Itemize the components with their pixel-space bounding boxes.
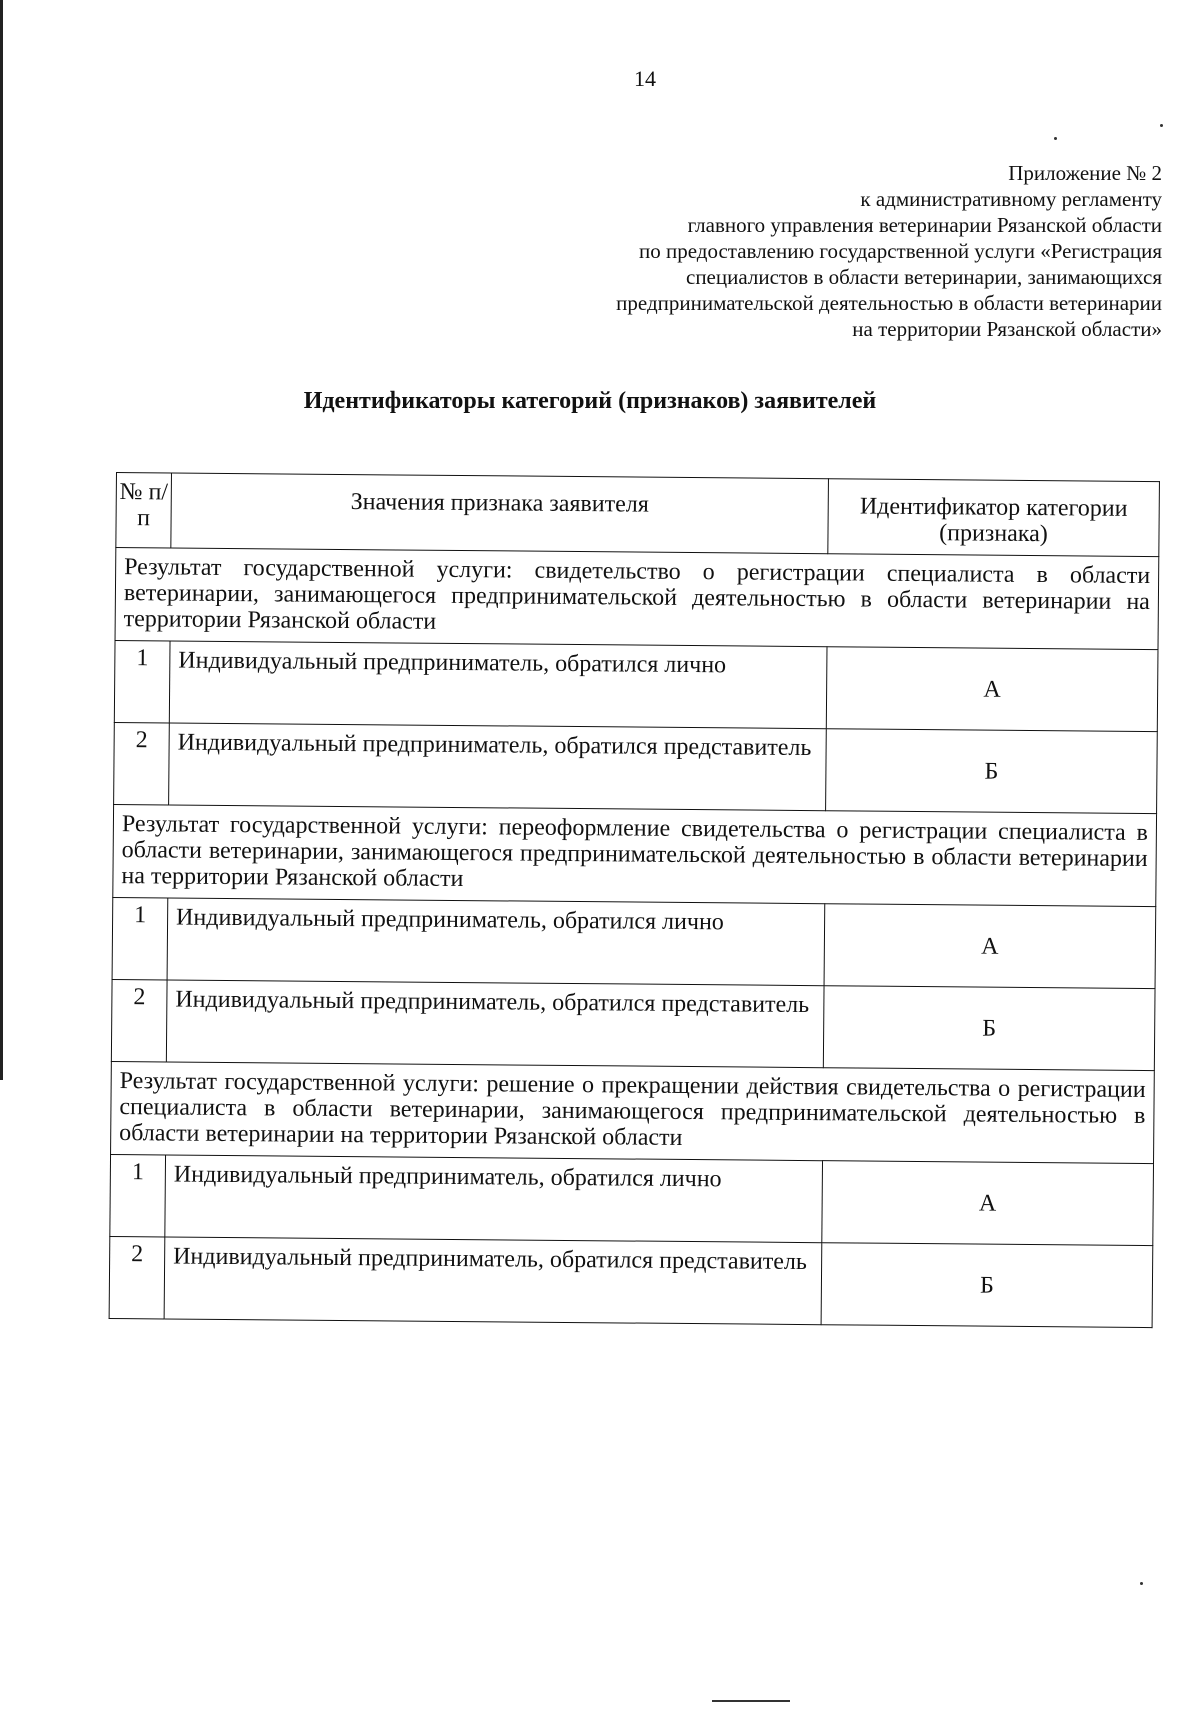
appendix-line: предпринимательской деятельностью в области ветеринарии bbox=[616, 291, 1162, 315]
table-row bbox=[111, 979, 1155, 1070]
section-caption: Результат государственной услуги: переоформление свидетельства о регистрации специалиста в области ветеринарии, занимающегося предпринимательской деятельностью в области ветеринарии на территории Рязанской области bbox=[113, 804, 1157, 906]
appendix-line: Приложение № 2 bbox=[1008, 161, 1162, 185]
appendix-line: главного управления ветеринарии Рязанской области bbox=[687, 213, 1162, 237]
scan-speck bbox=[1054, 137, 1057, 140]
scan-speck bbox=[1140, 1582, 1143, 1585]
row-value: Индивидуальный предприниматель, обратился лично bbox=[169, 641, 827, 729]
row-value: Индивидуальный предприниматель, обратился лично bbox=[167, 898, 825, 986]
row-num: 1 bbox=[112, 897, 168, 979]
section-row bbox=[115, 548, 1159, 650]
table-row bbox=[112, 897, 1156, 988]
row-value: Индивидуальный предприниматель, обратился представитель bbox=[169, 723, 827, 811]
appendix-line: специалистов в области ветеринарии, занимающихся bbox=[686, 265, 1162, 289]
table-row bbox=[109, 1236, 1153, 1327]
appendix-line: на территории Рязанской области» bbox=[852, 317, 1162, 341]
header-value: Значения признака заявителя bbox=[171, 473, 829, 554]
row-value: Индивидуальный предприниматель, обратился представитель bbox=[164, 1237, 822, 1325]
row-id: Б bbox=[821, 1243, 1153, 1328]
header-id: Идентификатор категории (признака) bbox=[828, 479, 1160, 557]
row-id: Б bbox=[826, 729, 1158, 814]
appendix-line: по предоставлению государственной услуги «Регистрация bbox=[638, 239, 1162, 263]
header-num: № п/п bbox=[116, 473, 172, 548]
table-row bbox=[110, 1154, 1154, 1245]
row-id: А bbox=[826, 647, 1158, 732]
scan-speck bbox=[1160, 124, 1163, 127]
row-num: 2 bbox=[114, 722, 170, 804]
scan-edge-line bbox=[0, 0, 3, 1080]
section-caption: Результат государственной услуги: свидетельство о регистрации специалиста в области ветеринарии, занимающегося предпринимательской деятельностью в области ветеринарии на территории Рязанской области bbox=[115, 548, 1159, 650]
row-value: Индивидуальный предприниматель, обратился представитель bbox=[166, 980, 824, 1068]
categories-table bbox=[109, 472, 1160, 1328]
row-id: А bbox=[824, 904, 1156, 989]
appendix-note bbox=[442, 160, 1162, 342]
section-caption: Результат государственной услуги: решение о прекращении действия свидетельства о регистрации специалиста в области ветеринарии, занимающегося предпринимательской деятельностью в области ветеринарии на территории Рязанской области bbox=[111, 1061, 1155, 1163]
row-num: 1 bbox=[110, 1154, 166, 1236]
page-number: 14 bbox=[634, 66, 656, 91]
table-header-row bbox=[116, 473, 1160, 557]
row-num: 1 bbox=[114, 640, 170, 722]
row-id: Б bbox=[823, 986, 1155, 1071]
scan-mark bbox=[712, 1700, 790, 1702]
section-row bbox=[113, 804, 1157, 906]
row-id: А bbox=[822, 1161, 1154, 1246]
appendix-line: к административному регламенту bbox=[860, 187, 1162, 211]
table-row bbox=[114, 722, 1158, 813]
section-row bbox=[111, 1061, 1155, 1163]
table-row bbox=[114, 640, 1158, 731]
document-title: Идентификаторы категорий (признаков) заявителей bbox=[303, 388, 877, 414]
row-value: Индивидуальный предприниматель, обратился лично bbox=[165, 1155, 823, 1243]
row-num: 2 bbox=[111, 979, 167, 1061]
row-num: 2 bbox=[109, 1236, 165, 1318]
